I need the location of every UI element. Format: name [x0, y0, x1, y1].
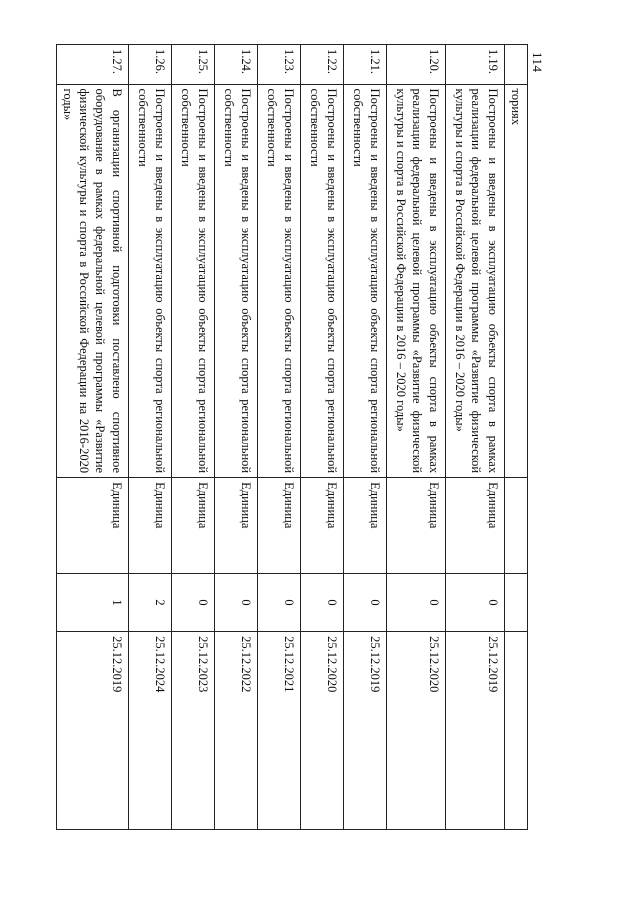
- row-description: Построены и введены в эксплуатацию объекты спорта региональной собственности: [128, 84, 171, 478]
- table-row: [56, 45, 128, 830]
- row-value: 1: [56, 573, 128, 631]
- table-row: [445, 45, 504, 830]
- row-unit: Единица: [128, 478, 171, 574]
- row-date: 25.12.2019: [56, 632, 128, 830]
- table-row: [128, 45, 171, 830]
- row-value: 0: [214, 573, 257, 631]
- row-date: 25.12.2020: [300, 632, 343, 830]
- row-unit: Единица: [445, 478, 504, 574]
- table-row: [214, 45, 257, 830]
- row-value: 2: [128, 573, 171, 631]
- row-value: 0: [171, 573, 214, 631]
- row-number: 1.20.: [386, 45, 445, 85]
- row-unit: Единица: [56, 478, 128, 574]
- row-description: Построены и введены в эксплуатацию объекты спорта в рамках реализации федеральной целевой программы «Развитие физической культуры и спорта в Российской Федерации в 2016 – 2020 годы»: [445, 84, 504, 478]
- table-row: [257, 45, 300, 830]
- continuation-num-cell: [504, 45, 527, 85]
- rotated-table-wrapper: [61, 44, 528, 830]
- row-value: 0: [445, 573, 504, 631]
- row-number: 1.19.: [445, 45, 504, 85]
- continuation-row: [504, 45, 527, 830]
- row-date: 25.12.2020: [386, 632, 445, 830]
- row-value: 0: [343, 573, 386, 631]
- row-unit: Единица: [386, 478, 445, 574]
- row-description: Построены и введены в эксплуатацию объекты спорта в рамках реализации федеральной целевой программы «Развитие физической культуры и спорта в Российской Федерации в 2016 – 2020 годы»: [386, 84, 445, 478]
- row-value: 0: [300, 573, 343, 631]
- row-number: 1.22.: [300, 45, 343, 85]
- table-row: [386, 45, 445, 830]
- continuation-date-cell: [504, 632, 527, 830]
- row-date: 25.12.2023: [171, 632, 214, 830]
- continuation-text: ториях: [504, 84, 527, 478]
- indicators-table: [56, 44, 528, 830]
- row-number: 1.23.: [257, 45, 300, 85]
- table-row: [171, 45, 214, 830]
- row-number: 1.27.: [56, 45, 128, 85]
- row-unit: Единица: [343, 478, 386, 574]
- row-number: 1.24.: [214, 45, 257, 85]
- row-unit: Единица: [257, 478, 300, 574]
- page-number: 114: [530, 52, 545, 73]
- row-description: Построены и введены в эксплуатацию объекты спорта региональной собственности: [300, 84, 343, 478]
- row-description: Построены и введены в эксплуатацию объекты спорта региональной собственности: [257, 84, 300, 478]
- row-number: 1.26.: [128, 45, 171, 85]
- row-date: 25.12.2019: [343, 632, 386, 830]
- row-description: Построены и введены в эксплуатацию объекты спорта региональной собственности: [214, 84, 257, 478]
- row-number: 1.21.: [343, 45, 386, 85]
- continuation-value-cell: [504, 573, 527, 631]
- row-number: 1.25.: [171, 45, 214, 85]
- row-value: 0: [257, 573, 300, 631]
- row-unit: Единица: [214, 478, 257, 574]
- table-row: [343, 45, 386, 830]
- row-description: Построены и введены в эксплуатацию объекты спорта региональной собственности: [171, 84, 214, 478]
- continuation-unit-cell: [504, 478, 527, 574]
- row-date: 25.12.2021: [257, 632, 300, 830]
- row-description: Построены и введены в эксплуатацию объекты спорта региональной собственности: [343, 84, 386, 478]
- row-value: 0: [386, 573, 445, 631]
- row-date: 25.12.2022: [214, 632, 257, 830]
- row-unit: Единица: [171, 478, 214, 574]
- row-date: 25.12.2024: [128, 632, 171, 830]
- row-date: 25.12.2019: [445, 632, 504, 830]
- table-row: [300, 45, 343, 830]
- row-unit: Единица: [300, 478, 343, 574]
- row-description: В организации спортивной подготовки поставлено спортивное оборудование в рамках федеральной целевой программы «Развитие физической культуры и спорта в Российской Федерации на 2016-2020 годы»: [56, 84, 128, 478]
